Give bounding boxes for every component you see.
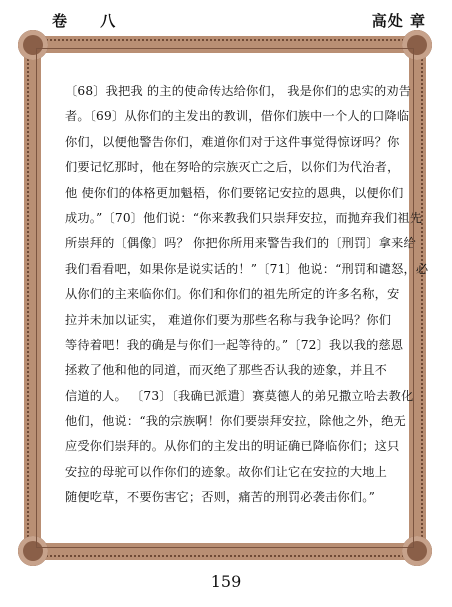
text-line: 者。〔69〕从你们的主发出的教训，借你们族中一个人的口降临 <box>65 109 410 124</box>
text-line: 他们，他说：“我的宗族啊！你们要崇拜安拉，除他之外，绝无 <box>65 414 406 429</box>
text-line: 拉并未加以证实， 难道你们要为那些名称与我争论吗？你们 <box>65 312 392 327</box>
text-line: 你们，以便他警告你们，难道你们对于这件事觉得惊讶吗？你 <box>65 134 400 149</box>
text-line: 拯救了他和他的同道，而灭绝了那些否认我的迹象，并且不 <box>65 363 388 378</box>
text-line: 他 使你们的体格更加魁梧，你们要铭记安拉的恩典，以便你们 <box>65 185 404 200</box>
corner-ornament-icon <box>402 536 432 566</box>
ornamental-border <box>24 36 429 560</box>
running-header <box>0 8 452 30</box>
chapter-title: 高处 章 <box>371 12 426 30</box>
page-number: 159 <box>210 572 242 591</box>
text-line: 所崇拜的〔偶像〕吗？ 你把你所用来警告我们的〔刑罚〕拿来给 <box>65 236 416 251</box>
text-line: 我们看看吧，如果你是说实话的！”〔71〕他说：“刑罚和谴怒，必 <box>65 261 429 276</box>
corner-ornament-icon <box>18 30 48 60</box>
text-line: 等待着吧！我的确是与你们一起等待的。”〔72〕我以我的慈恩 <box>65 337 404 352</box>
text-line: 应受你们崇拜的。从你们的主发出的明证确已降临你们；这只 <box>65 439 400 454</box>
corner-ornament-icon <box>18 536 48 566</box>
text-line: 安拉的母驼可以作你们的迹象。故你们让它在安拉的大地上 <box>65 464 388 479</box>
text-line: 成功。”〔70〕他们说：“你来教我们只崇拜安拉，而抛弃我们祖先 <box>65 210 423 225</box>
text-line: 随便吃草，不要伤害它；否则，痛苦的刑罚必袭击你们。” <box>65 490 376 505</box>
text-line: 从你们的主来临你们。你们和你们的祖先所定的许多名称，安 <box>65 287 400 302</box>
text-line: 信道的人。 〔73〕〔我确已派遣〕赛莫德人的弟兄撒立哈去教化 <box>65 388 414 403</box>
text-line: 〔68〕我把我 的主的使命传达给你们， 我是你们的忠实的劝告 <box>65 84 412 98</box>
volume-label: 卷 八 <box>52 12 130 30</box>
body-text <box>65 79 429 511</box>
text-line: 们要记忆那时，他在努哈的宗族灭亡之后，以你们为代治者， <box>65 160 400 175</box>
corner-ornament-icon <box>402 30 432 60</box>
